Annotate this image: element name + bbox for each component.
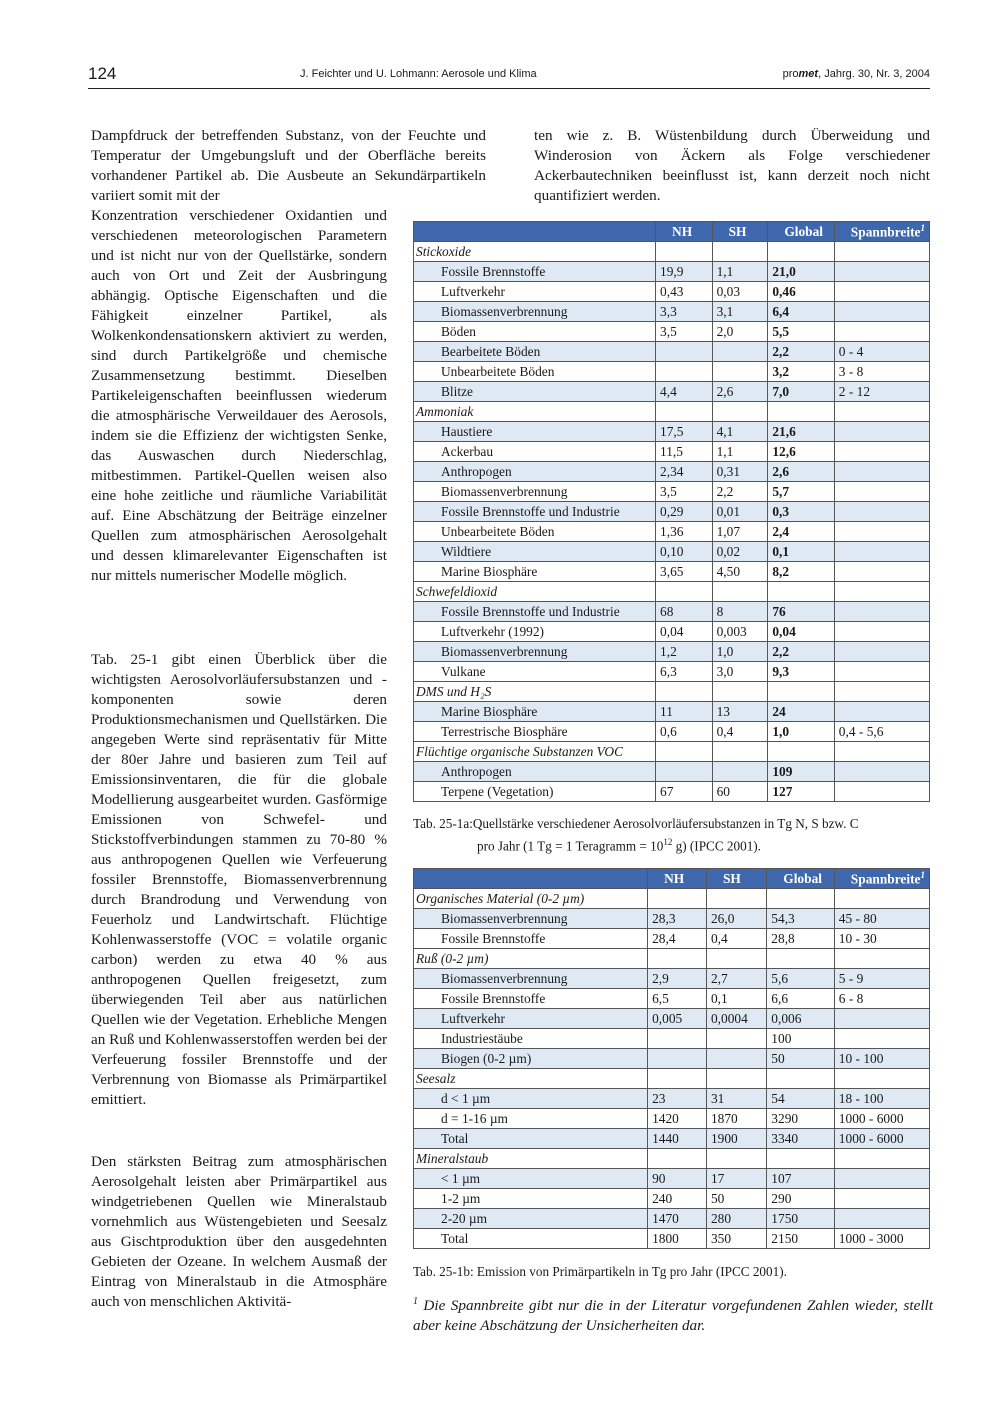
table-row [414, 782, 930, 802]
cell-nh: 2,9 [648, 969, 707, 989]
cell-global: 2,6 [768, 462, 834, 482]
section-title: Stickoxide [414, 242, 656, 262]
running-title: J. Feichter und U. Lohmann: Aerosole und Klima [300, 68, 537, 80]
cell-range: 6 - 8 [834, 989, 929, 1009]
cell-sh: 3,1 [712, 302, 768, 322]
cell-sh: 26,0 [706, 909, 766, 929]
cell-nh: 1420 [648, 1109, 707, 1129]
cell-sh: 50 [706, 1189, 766, 1209]
table-row [414, 562, 930, 582]
section-title: DMS und H₂S [414, 682, 656, 702]
cell-nh [656, 342, 713, 362]
cell-range [834, 602, 929, 622]
table-row [414, 502, 930, 522]
cell-global: 127 [768, 782, 834, 802]
cell-range [834, 662, 929, 682]
cell-nh: 28,4 [648, 929, 707, 949]
cell-global: 5,6 [767, 969, 835, 989]
col-range: Spannbreite$^1$ [834, 222, 929, 242]
cell-range: 5 - 9 [834, 969, 929, 989]
cell-range [834, 562, 929, 582]
cell-sh: 0,0004 [706, 1009, 766, 1029]
cell-global: 54,3 [767, 909, 835, 929]
cell-sh [706, 1049, 766, 1069]
section-row [414, 582, 930, 602]
cell-sh: 1,07 [712, 522, 768, 542]
cell-sh: 2,0 [712, 322, 768, 342]
cell-nh: 0,005 [648, 1009, 707, 1029]
cell-label: Ackerbau [414, 442, 656, 462]
table-row [414, 909, 930, 929]
cell-range: 3 - 8 [834, 362, 929, 382]
table-row [414, 282, 930, 302]
cell-nh: 28,3 [648, 909, 707, 929]
cell-range [834, 1169, 929, 1189]
table-row [414, 522, 930, 542]
cell-label: Marine Biosphäre [414, 702, 656, 722]
cell-global: 28,8 [767, 929, 835, 949]
cell-sh: 17 [706, 1169, 766, 1189]
col-sh: SH [712, 222, 768, 242]
table-row [414, 322, 930, 342]
cell-sh: 0,02 [712, 542, 768, 562]
cell-sh: 2,6 [712, 382, 768, 402]
cell-sh: 2,7 [706, 969, 766, 989]
cell-nh: 68 [656, 602, 713, 622]
cell-label: d < 1 µm [414, 1089, 648, 1109]
table-row [414, 662, 930, 682]
table-row [414, 442, 930, 462]
table-row [414, 1029, 930, 1049]
cell-global: 0,46 [768, 282, 834, 302]
cell-range: 18 - 100 [834, 1089, 929, 1109]
cell-global: 54 [767, 1089, 835, 1109]
cell-global: 5,7 [768, 482, 834, 502]
body-paragraph-1a: Dampfdruck der betreffenden Substanz, von der Feuchte und Temperatur der Umgebungsluft und der Oberfläche bereits vorhandener Partikel ab. Die Ausbeute an Sekundärpartikeln variiert somit mit der [91, 127, 486, 204]
cell-label: < 1 µm [414, 1169, 648, 1189]
cell-label: Biogen (0-2 µm) [414, 1049, 648, 1069]
cell-range: 10 - 30 [834, 929, 929, 949]
cell-label: Marine Biosphäre [414, 562, 656, 582]
cell-sh: 0,4 [712, 722, 768, 742]
cell-range [834, 462, 929, 482]
section-row [414, 242, 930, 262]
cell-range: 1000 - 3000 [834, 1229, 929, 1249]
cell-label: 2-20 µm [414, 1209, 648, 1229]
table-row [414, 1129, 930, 1149]
cell-sh: 1,1 [712, 442, 768, 462]
cell-label: Böden [414, 322, 656, 342]
cell-sh: 1,1 [712, 262, 768, 282]
cell-nh: 3,5 [656, 322, 713, 342]
section-row [414, 402, 930, 422]
cell-range [834, 502, 929, 522]
cell-label: Fossile Brennstoffe [414, 989, 648, 1009]
table-row [414, 342, 930, 362]
cell-global: 6,4 [768, 302, 834, 322]
cell-nh: 240 [648, 1189, 707, 1209]
cell-range: 0,4 - 5,6 [834, 722, 929, 742]
cell-sh: 31 [706, 1089, 766, 1109]
table-row [414, 929, 930, 949]
cell-nh: 1470 [648, 1209, 707, 1229]
cell-label: Biomassenverbrennung [414, 642, 656, 662]
cell-sh: 2,2 [712, 482, 768, 502]
table-row [414, 622, 930, 642]
cell-global: 1,0 [768, 722, 834, 742]
cell-global: 1750 [767, 1209, 835, 1229]
cell-range [834, 542, 929, 562]
cell-range [834, 1209, 929, 1229]
cell-sh: 0,31 [712, 462, 768, 482]
cell-label: Biomassenverbrennung [414, 909, 648, 929]
section-row [414, 1069, 930, 1089]
table-row [414, 989, 930, 1009]
cell-nh: 1440 [648, 1129, 707, 1149]
section-title: Organisches Material (0-2 µm) [414, 889, 648, 909]
cell-nh: 3,65 [656, 562, 713, 582]
cell-nh: 3,5 [656, 482, 713, 502]
page-number: 124 [88, 64, 117, 83]
table-precursor-emissions [413, 221, 930, 802]
cell-nh [656, 762, 713, 782]
cell-sh: 4,1 [712, 422, 768, 442]
cell-range [834, 1029, 929, 1049]
table-row [414, 1109, 930, 1129]
cell-nh: 3,3 [656, 302, 713, 322]
cell-range: 45 - 80 [834, 909, 929, 929]
cell-label: Fossile Brennstoffe [414, 929, 648, 949]
table-row [414, 702, 930, 722]
cell-label: Unbearbeitete Böden [414, 522, 656, 542]
cell-global: 3340 [767, 1129, 835, 1149]
cell-range [834, 482, 929, 502]
cell-range [834, 322, 929, 342]
cell-global: 2150 [767, 1229, 835, 1249]
cell-nh: 17,5 [656, 422, 713, 442]
cell-nh: 0,43 [656, 282, 713, 302]
section-row [414, 682, 930, 702]
cell-nh: 0,29 [656, 502, 713, 522]
cell-global: 3290 [767, 1109, 835, 1129]
col-global: Global [767, 869, 835, 889]
cell-range: 2 - 12 [834, 382, 929, 402]
cell-global: 2,2 [768, 342, 834, 362]
cell-sh [712, 342, 768, 362]
cell-label: Anthropogen [414, 762, 656, 782]
cell-range [834, 282, 929, 302]
cell-sh: 0,003 [712, 622, 768, 642]
table-row [414, 382, 930, 402]
section-row [414, 949, 930, 969]
cell-label: d = 1-16 µm [414, 1109, 648, 1129]
cell-nh: 6,5 [648, 989, 707, 1009]
cell-nh: 2,34 [656, 462, 713, 482]
cell-sh: 0,03 [712, 282, 768, 302]
cell-global: 109 [768, 762, 834, 782]
running-header [88, 62, 930, 89]
cell-range [834, 262, 929, 282]
cell-label: Luftverkehr (1992) [414, 622, 656, 642]
cell-nh: 0,10 [656, 542, 713, 562]
cell-range [834, 442, 929, 462]
cell-range [834, 782, 929, 802]
cell-label: Haustiere [414, 422, 656, 442]
cell-global: 3,2 [768, 362, 834, 382]
table-header-row [414, 222, 930, 242]
section-title: Ruß (0-2 µm) [414, 949, 648, 969]
cell-global: 6,6 [767, 989, 835, 1009]
cell-label: Vulkane [414, 662, 656, 682]
section-title: Schwefeldioxid [414, 582, 656, 602]
cell-label: Biomassenverbrennung [414, 482, 656, 502]
col-nh: NH [656, 222, 713, 242]
section-title: Flüchtige organische Substanzen VOC [414, 742, 656, 762]
table-row [414, 302, 930, 322]
cell-global: 107 [767, 1169, 835, 1189]
cell-global: 12,6 [768, 442, 834, 462]
cell-global: 9,3 [768, 662, 834, 682]
cell-nh: 19,9 [656, 262, 713, 282]
cell-nh [648, 1029, 707, 1049]
cell-nh: 1800 [648, 1229, 707, 1249]
cell-nh: 11 [656, 702, 713, 722]
cell-global: 5,5 [768, 322, 834, 342]
cell-range [834, 422, 929, 442]
cell-label: Fossile Brennstoffe und Industrie [414, 502, 656, 522]
cell-sh: 0,4 [706, 929, 766, 949]
cell-nh: 1,2 [656, 642, 713, 662]
col-global: Global [768, 222, 834, 242]
cell-sh: 4,50 [712, 562, 768, 582]
cell-global: 0,1 [768, 542, 834, 562]
table-row [414, 722, 930, 742]
body-paragraph-3: Den stärksten Beitrag zum atmosphärischen Aerosolgehalt leisten aber Primärpartikel aus windgetriebenen Quellen wie Mineralstaub vornehmlich aus Wüstengebieten und Seesalz aus Gischtproduktion über den ausgedehnten Gebieten der Ozeane. In welchem Ausmaß der Eintrag von Mineralstaub in die Atmosphäre auch von menschlichen Aktivitä- [91, 1153, 387, 1310]
cell-nh: 1,36 [656, 522, 713, 542]
table-row [414, 542, 930, 562]
cell-label: Wildtiere [414, 542, 656, 562]
table-row [414, 1089, 930, 1109]
section-title: Mineralstaub [414, 1149, 648, 1169]
cell-sh: 8 [712, 602, 768, 622]
cell-global: 0,04 [768, 622, 834, 642]
cell-sh: 60 [712, 782, 768, 802]
cell-sh: 1870 [706, 1109, 766, 1129]
cell-sh: 13 [712, 702, 768, 722]
cell-label: Unbearbeitete Böden [414, 362, 656, 382]
cell-global: 8,2 [768, 562, 834, 582]
cell-nh: 0,04 [656, 622, 713, 642]
table-row [414, 1169, 930, 1189]
cell-nh: 23 [648, 1089, 707, 1109]
cell-range: 1000 - 6000 [834, 1129, 929, 1149]
table-row [414, 482, 930, 502]
table-row [414, 642, 930, 662]
table-row [414, 1189, 930, 1209]
cell-nh: 90 [648, 1169, 707, 1189]
cell-label: Biomassenverbrennung [414, 302, 656, 322]
cell-range [834, 762, 929, 782]
cell-range: 10 - 100 [834, 1049, 929, 1069]
cell-nh: 6,3 [656, 662, 713, 682]
section-row [414, 742, 930, 762]
cell-global: 50 [767, 1049, 835, 1069]
cell-range [834, 1189, 929, 1209]
cell-range [834, 302, 929, 322]
col-nh: NH [648, 869, 707, 889]
section-title: Seesalz [414, 1069, 648, 1089]
journal-info: promet, Jahrg. 30, Nr. 3, 2004 [782, 68, 930, 80]
cell-nh: 67 [656, 782, 713, 802]
table-row [414, 1009, 930, 1029]
cell-global: 100 [767, 1029, 835, 1049]
cell-sh [712, 362, 768, 382]
cell-nh: 0,6 [656, 722, 713, 742]
cell-label: Blitze [414, 382, 656, 402]
cell-global: 76 [768, 602, 834, 622]
cell-label: Total [414, 1129, 648, 1149]
cell-label: Luftverkehr [414, 1009, 648, 1029]
cell-range [834, 642, 929, 662]
cell-global: 290 [767, 1189, 835, 1209]
cell-nh: 4,4 [656, 382, 713, 402]
cell-label: Anthropogen [414, 462, 656, 482]
cell-range [834, 702, 929, 722]
cell-range: 0 - 4 [834, 342, 929, 362]
cell-label: Luftverkehr [414, 282, 656, 302]
cell-range: 1000 - 6000 [834, 1109, 929, 1129]
cell-global: 0,006 [767, 1009, 835, 1029]
cell-global: 21,0 [768, 262, 834, 282]
cell-nh [648, 1049, 707, 1069]
cell-sh: 1900 [706, 1129, 766, 1149]
table-header-row [414, 869, 930, 889]
cell-range [834, 1009, 929, 1029]
table-primary-particles [413, 868, 930, 1249]
cell-sh [706, 1029, 766, 1049]
cell-sh: 280 [706, 1209, 766, 1229]
cell-range [834, 522, 929, 542]
table-row [414, 462, 930, 482]
col-sh: SH [706, 869, 766, 889]
cell-sh: 1,0 [712, 642, 768, 662]
table-row [414, 362, 930, 382]
section-title: Ammoniak [414, 402, 656, 422]
cell-nh [656, 362, 713, 382]
cell-global: 2,2 [768, 642, 834, 662]
footnote: $^1$ Die Spannbreite gibt nur die in der Literatur vorgefundenen Zahlen wieder, stellt aber keine Abschätzung der Unsicherheiten dar. [413, 1296, 933, 1335]
cell-range [834, 622, 929, 642]
body-paragraph-1b: Konzentration verschiedener Oxidantien und verschiedenen meteorologischen Parametern und ist nicht nur von der Quellstärke, sondern auch von Ort und Zeit der Ausbringung abhängig. Optische Eigenschaften und die Fähigkeit einzelner Partikel, als Wolkenkondensationskern aktiviert zu werden, sind durch Partikelgröße und chemische Zusammensetzung bestimmt. Dieselben Partikeleigenschaften beeinflussen wiederum die atmosphärische Verweildauer des Aerosols, indem sie die Effizienz der wichtigsten Senke, das Auswaschen durch Niederschlag, mitbestimmen. Partikel-Quellen weisen also eine hohe zeitliche und räumliche Variabilität auf. Eine Abschätzung der Beiträge einzelner Quellen zum atmosphärischen Aerosolgehalt und dessen klimarelevanter Eigenschaften ist nur mittels numerischer Modelle möglich. [91, 207, 387, 584]
cell-label: Industriestäube [414, 1029, 648, 1049]
cell-label: Total [414, 1229, 648, 1249]
section-row [414, 1149, 930, 1169]
cell-global: 7,0 [768, 382, 834, 402]
table-row [414, 262, 930, 282]
table-row [414, 1229, 930, 1249]
cell-sh: 3,0 [712, 662, 768, 682]
cell-label: Fossile Brennstoffe [414, 262, 656, 282]
body-paragraph-2: Tab. 25-1 gibt einen Überblick über die wichtigsten Aerosolvorläufersubstanzen und -komponenten sowie deren Produktionsmechanismen und Quellstärken. Die angegeben Werte sind repräsentativ für Mitte der 80er Jahre und basieren zum Teil auf Emissionsinventaren, die für die globale Modellierung ausgearbeitet wurden. Gasförmige Emissionen von Schwefel- und Stickstoffverbindungen stammen zu 70-80 % aus anthropogenen Quellen wie Verfeuerung fossiler Brennstoffe, Biomassenverbrennung durch Brandrodung und Verwendung von Feuerholz und Landwirtschaft. Flüchtige Kohlenwasserstoffe (VOC = volatile organic carbon) werden zu etwa 40 % aus anthropogenen Quellen freigesetzt, zum überwiegenden Teil aber aus natürlichen Quellen wie der Vegetation. Erhebliche Mengen an Ruß und Kohlenwasserstoffen werden bei der Verfeuerung fossiler Brennstoffe und der Verbrennung von Biomasse als Primärpartikel emittiert. [91, 651, 387, 1108]
cell-sh [712, 762, 768, 782]
cell-sh: 0,1 [706, 989, 766, 1009]
cell-label: Terrestrische Biosphäre [414, 722, 656, 742]
cell-global: 0,3 [768, 502, 834, 522]
cell-sh: 0,01 [712, 502, 768, 522]
cell-label: Biomassenverbrennung [414, 969, 648, 989]
table-row [414, 1209, 930, 1229]
cell-label: Fossile Brennstoffe und Industrie [414, 602, 656, 622]
cell-label: 1-2 µm [414, 1189, 648, 1209]
cell-label: Terpene (Vegetation) [414, 782, 656, 802]
table-row [414, 602, 930, 622]
right-column-paragraph: ten wie z. B. Wüstenbildung durch Überweidung und Winderosion von Äckern als Folge verschiedener Ackerbautechniken beeinflusst ist, kann derzeit noch nicht quantifiziert werden. [534, 127, 930, 204]
table-row [414, 1049, 930, 1069]
table-row [414, 969, 930, 989]
cell-global: 21,6 [768, 422, 834, 442]
cell-sh: 350 [706, 1229, 766, 1249]
col-range: Spannbreite$^1$ [834, 869, 929, 889]
cell-global: 24 [768, 702, 834, 722]
table-row [414, 422, 930, 442]
table-b-caption: Tab. 25-1b: Emission von Primärpartikeln in Tg pro Jahr (IPCC 2001). [413, 1264, 787, 1279]
table-a-caption: Tab. 25-1a:Quellstärke verschiedener Aerosolvorläufersubstanzen in Tg N, S bzw. C pro Jahr (1 Tg = 1 Teragramm = $10^{12}$ g) (IPCC 2001). [413, 816, 859, 854]
cell-label: Bearbeitete Böden [414, 342, 656, 362]
cell-nh: 11,5 [656, 442, 713, 462]
section-row [414, 889, 930, 909]
cell-global: 2,4 [768, 522, 834, 542]
table-row [414, 762, 930, 782]
